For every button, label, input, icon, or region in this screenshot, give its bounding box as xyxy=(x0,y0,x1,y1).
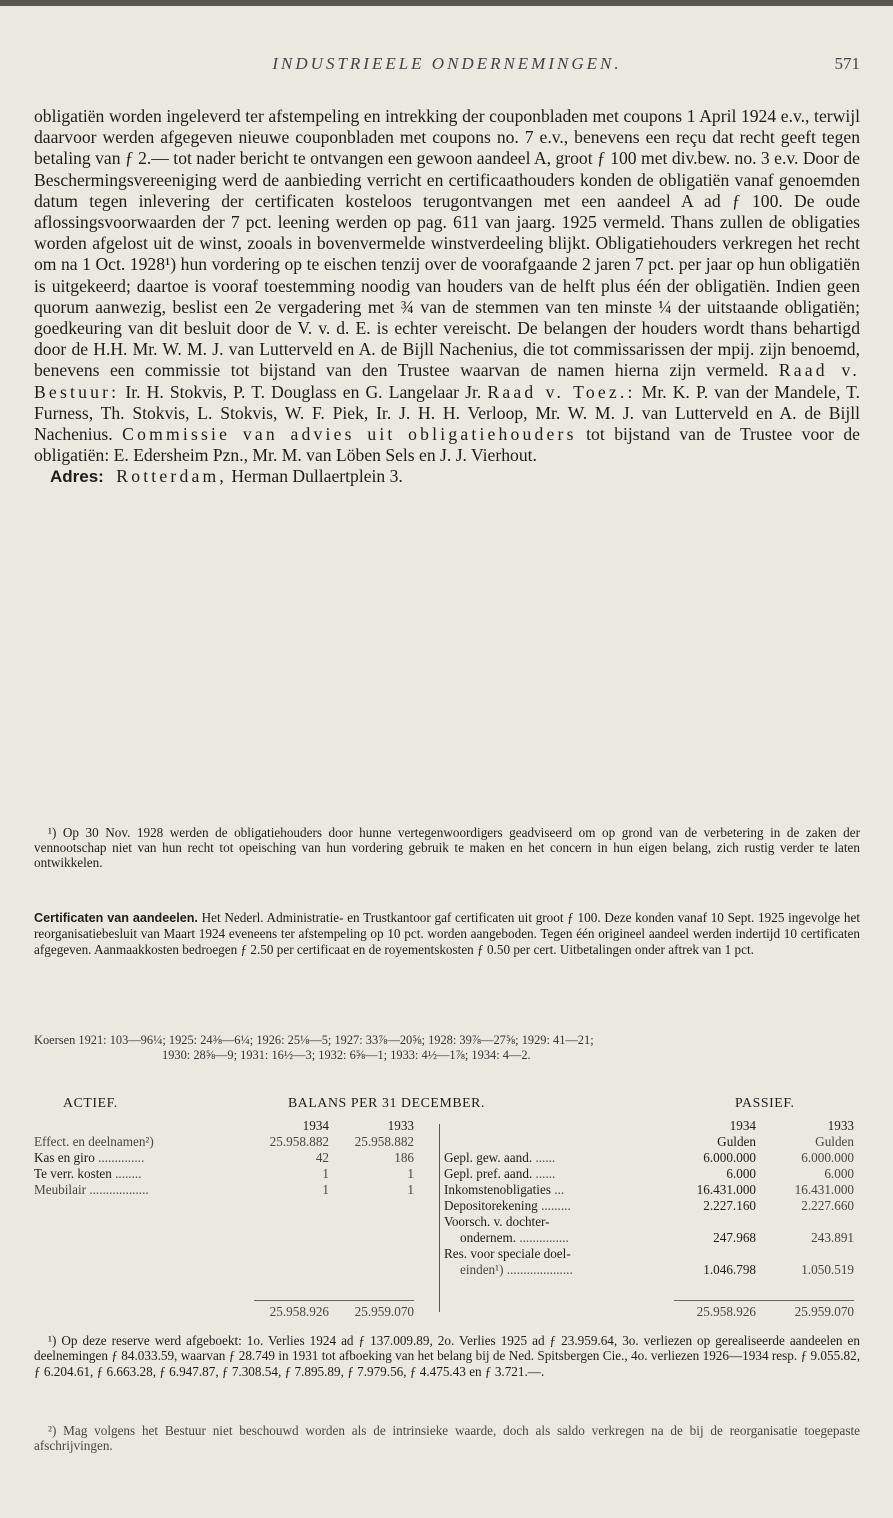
asset-value-1934: 1 xyxy=(322,1182,329,1197)
liability-value-1934: 247.968 xyxy=(713,1230,756,1245)
balance-title: BALANS PER 31 DECEMBER. xyxy=(288,1095,486,1110)
liability-value-1934: 1.046.798 xyxy=(703,1262,756,1277)
liability-row xyxy=(444,1166,555,1181)
leader-dots: .................. xyxy=(89,1182,149,1197)
liability-row xyxy=(460,1230,569,1245)
leader-dots: ........ xyxy=(115,1166,142,1181)
liab-currency-1933: Gulden xyxy=(815,1134,854,1149)
main-paragraph xyxy=(34,106,860,488)
liability-row xyxy=(444,1182,564,1197)
footnote-valuation xyxy=(34,1423,860,1454)
liab-total-1933: 25.959.070 xyxy=(794,1304,854,1319)
raad-toezicht-names: Mr. K. P. van der Mandele, T. Furness, Th. Stokvis, L. Stokvis, W. F. Piek, Ir. J. H. H. Verloop, Mr. W. M. J. van Lutterveld en A. de Bijll Nachenius. xyxy=(34,381,860,445)
certificaten-section xyxy=(34,910,860,957)
raad-bestuur-names: Ir. H. Stokvis, P. T. Douglass en G. Langelaar Jr. xyxy=(125,381,482,402)
liability-row xyxy=(444,1150,555,1165)
liability-value-1934: 6.000 xyxy=(726,1166,756,1181)
balance-heading xyxy=(34,1095,860,1115)
asset-value-1933: 1 xyxy=(407,1182,414,1197)
balance-divider xyxy=(439,1124,440,1312)
leader-dots: ... xyxy=(554,1182,565,1197)
passief-label: PASSIEF. xyxy=(735,1095,795,1110)
liability-value-1933: 6.000 xyxy=(824,1166,854,1181)
koersen-line-2: 1930: 28⅝—9; 1931: 16½—3; 1932: 6⅝—1; 1933: 4½—1⅞; 1934: 4—2. xyxy=(162,1048,531,1062)
asset-year-1933: 1933 xyxy=(387,1118,414,1133)
footnote-1-text: ¹) Op 30 Nov. 1928 werden de obligatiehouders door hunne vertegenwoordigers geadviseerd om op grond van de verbetering in de zaken der vennootschap niet van hun recht tot opeisching van hun vordering gebruik te maken en het concern in hun eigen belang, zich rustig verder te laten ontwikkelen. xyxy=(34,825,860,871)
liability-value-1933: 1.050.519 xyxy=(801,1262,854,1277)
asset-total-1934: 25.958.926 xyxy=(269,1304,329,1319)
asset-totals-rule xyxy=(254,1300,414,1301)
leader-dots: ............... xyxy=(519,1230,569,1245)
asset-name: Effect. en deelnamen²) xyxy=(34,1134,154,1149)
asset-value-1934: 25.958.882 xyxy=(269,1134,329,1149)
adres-label: Adres: xyxy=(50,467,104,487)
asset-year-1934: 1934 xyxy=(302,1118,329,1133)
liability-name-cont: ondernem. xyxy=(460,1230,517,1245)
liab-year-1934: 1934 xyxy=(729,1118,756,1133)
liability-row xyxy=(444,1198,571,1213)
leader-dots: .................... xyxy=(506,1262,573,1277)
liability-value-1934: 16.431.000 xyxy=(696,1182,756,1197)
running-title: INDUSTRIEELE ONDERNEMINGEN. xyxy=(272,54,622,73)
actief-label: ACTIEF. xyxy=(63,1095,118,1110)
footnote-valuation-text: ²) Mag volgens het Bestuur niet beschouwd worden als de intrinsieke waarde, doch als saldo verkregen na de bij de reorganisatie toegepaste afschrijvingen. xyxy=(34,1423,860,1454)
leader-dots: .............. xyxy=(98,1150,145,1165)
asset-value-1934: 1 xyxy=(322,1166,329,1181)
liability-value-1934: 6.000.000 xyxy=(703,1150,756,1165)
leader-dots: ...... xyxy=(535,1150,556,1165)
koersen-section xyxy=(34,1033,860,1063)
asset-row xyxy=(34,1166,141,1181)
asset-name: Kas en giro xyxy=(34,1150,95,1165)
asset-name: Meubilair xyxy=(34,1182,87,1197)
asset-value-1933: 186 xyxy=(394,1150,414,1165)
asset-value-1933: 1 xyxy=(407,1166,414,1181)
liability-name: Res. voor speciale doel- xyxy=(444,1246,571,1261)
scan-top-edge xyxy=(0,0,893,6)
certificaten-text: Het Nederl. Administratie- en Trustkantoor gaf certificaten uit groot ƒ 100. Deze konden vanaf 10 Sept. 1925 ingevolge het reorganisatiebesluit van Maart 1924 eveneens ter afstempeling op 10 pct. worden aangeboden. Tegen één origineel aandeel werden indertijd 10 certificaten afgegeven. Aanmaakkosten bedroegen ƒ 2.50 per certificaat en de royementskosten ƒ 0.50 per cert. Uitbetalingen onder aftrek van 1 pct. xyxy=(34,910,860,957)
footnote-1 xyxy=(34,825,860,871)
liability-name: Inkomstenobligaties xyxy=(444,1182,551,1197)
asset-total-1933: 25.959.070 xyxy=(354,1304,414,1319)
liability-value-1933: 243.891 xyxy=(811,1230,854,1245)
liability-value-1933: 16.431.000 xyxy=(794,1182,854,1197)
asset-value-1934: 42 xyxy=(315,1150,329,1165)
koersen-line-1: Koersen 1921: 103—96¼; 1925: 24⅜—6¼; 1926: 25⅛—5; 1927: 33⅞—20⅝; 1928: 39⅞—27⅝; 1929: 41—21; xyxy=(34,1033,594,1047)
leader-dots: ...... xyxy=(535,1166,556,1181)
raad-toezicht-label: Raad v. Toez.: xyxy=(487,381,636,402)
liability-name: Voorsch. v. dochter- xyxy=(444,1214,550,1229)
footnote-reserve-text: ¹) Op deze reserve werd afgeboekt: 1o. Verlies 1924 ad ƒ 137.009.89, 2o. Verlies 1925 ad ƒ 23.959.64, 3o. verliezen op gerealiseerde aandeelen en deelnemingen ƒ 84.033.59, waarvan ƒ 28.749 in 1931 tot afboeking van het belang bij de Ned. Spitsbergen Cie., 4o. verliezen 1926—1934 resp. ƒ 9.055.82, ƒ 6.204.61, ƒ 6.663.28, ƒ 6.947.87, ƒ 7.308.54, ƒ 7.895.89, ƒ 7.979.56, ƒ 4.475.43 en ƒ 3.721.—. xyxy=(34,1333,860,1379)
commissie-label: Commissie van advies uit obligatiehouders xyxy=(122,424,577,445)
adres-street: Herman Dullaertplein 3. xyxy=(231,466,403,487)
liability-value-1933: 2.227.660 xyxy=(801,1198,854,1213)
liability-name: Gepl. gew. aand. xyxy=(444,1150,533,1165)
liab-year-1933: 1933 xyxy=(827,1118,854,1133)
liability-value-1933: 6.000.000 xyxy=(801,1150,854,1165)
asset-row xyxy=(34,1182,149,1197)
liab-currency-1934: Gulden xyxy=(717,1134,756,1149)
asset-name: Te verr. kosten xyxy=(34,1166,112,1181)
asset-row xyxy=(34,1150,144,1165)
leader-dots: ......... xyxy=(541,1198,571,1213)
liab-total-1934: 25.958.926 xyxy=(696,1304,756,1319)
liability-value-1934: 2.227.160 xyxy=(703,1198,756,1213)
page-header xyxy=(34,50,860,80)
adres-city: Rotterdam, xyxy=(116,466,227,487)
paragraph-lead: obligatiën worden ingeleverd ter afstempeling en intrekking der couponbladen met coupons 1 April 1924 e.v., terwijl daarvoor werden afgegeven nieuwe couponbladen met coupons no. 7 e.v., benevens een reçu dat recht geeft tegen betaling van ƒ 2.— tot nader bericht te ontvangen een gewoon aandeel A, groot ƒ 100 met div.bew. no. 3 e.v. Door de Beschermingsvereeniging werd de aanbieding verricht en certificaathouders konden de obligatiën vanaf genoemden datum tegen inlevering der certificaten kosteloos terugontvangen met een aandeel A ad ƒ 100. De oude aflossingsvoorwaarden der 7 pct. leening werden op pag. 611 van jaarg. 1925 vermeld. Thans zullen de obligaties worden afgelost uit de winst, zooals in bovenvermelde winstverdeeling blijkt. Obligatiehouders verkregen het recht om na 1 Oct. 1928¹) hun vordering op te eischen tenzij over de voorafgaande 2 jaren 7 pct. per jaar op hun obligatiën is uitgekeerd; daartoe is vooraf toestemming noodig van houders van de helft plus één der obligatiën. Indien geen quorum aanwezig, beslist een 2e vergadering met ¾ van de stemmen van ten minste ¼ der uitstaande obligatiën; goedkeuring van dit besluit door de V. v. d. E. is echter vereischt. De belangen der houders wordt thans behartigd door de H.H. Mr. W. M. J. van Lutterveld en A. de Bijll Nachenius, die tot commissarissen der mpij. zijn benoemd, benevens een commissie tot bijstand van den Trustee waarvan de namen hierna zijn vermeld. xyxy=(34,106,860,381)
raad-bestuur-label: Raad v. Bestuur: xyxy=(34,360,860,402)
balance-sheet xyxy=(34,1118,860,1318)
footnote-reserve xyxy=(34,1333,860,1379)
liability-name: Gepl. pref. aand. xyxy=(444,1166,533,1181)
address-line xyxy=(34,466,860,487)
page-number: 571 xyxy=(834,54,860,73)
liability-name: Depositorekening xyxy=(444,1198,538,1213)
certificaten-label: Certificaten van aandeelen. xyxy=(34,911,198,925)
asset-value-1933: 25.958.882 xyxy=(354,1134,414,1149)
liability-row xyxy=(460,1262,573,1277)
commissie-text: tot bijstand van de Trustee voor de obligatiën: E. Edersheim Pzn., Mr. M. van Löben Sels en J. J. Vierhout. xyxy=(34,424,860,466)
liab-totals-rule xyxy=(674,1300,854,1301)
liability-name-cont: einden¹) xyxy=(460,1262,504,1277)
